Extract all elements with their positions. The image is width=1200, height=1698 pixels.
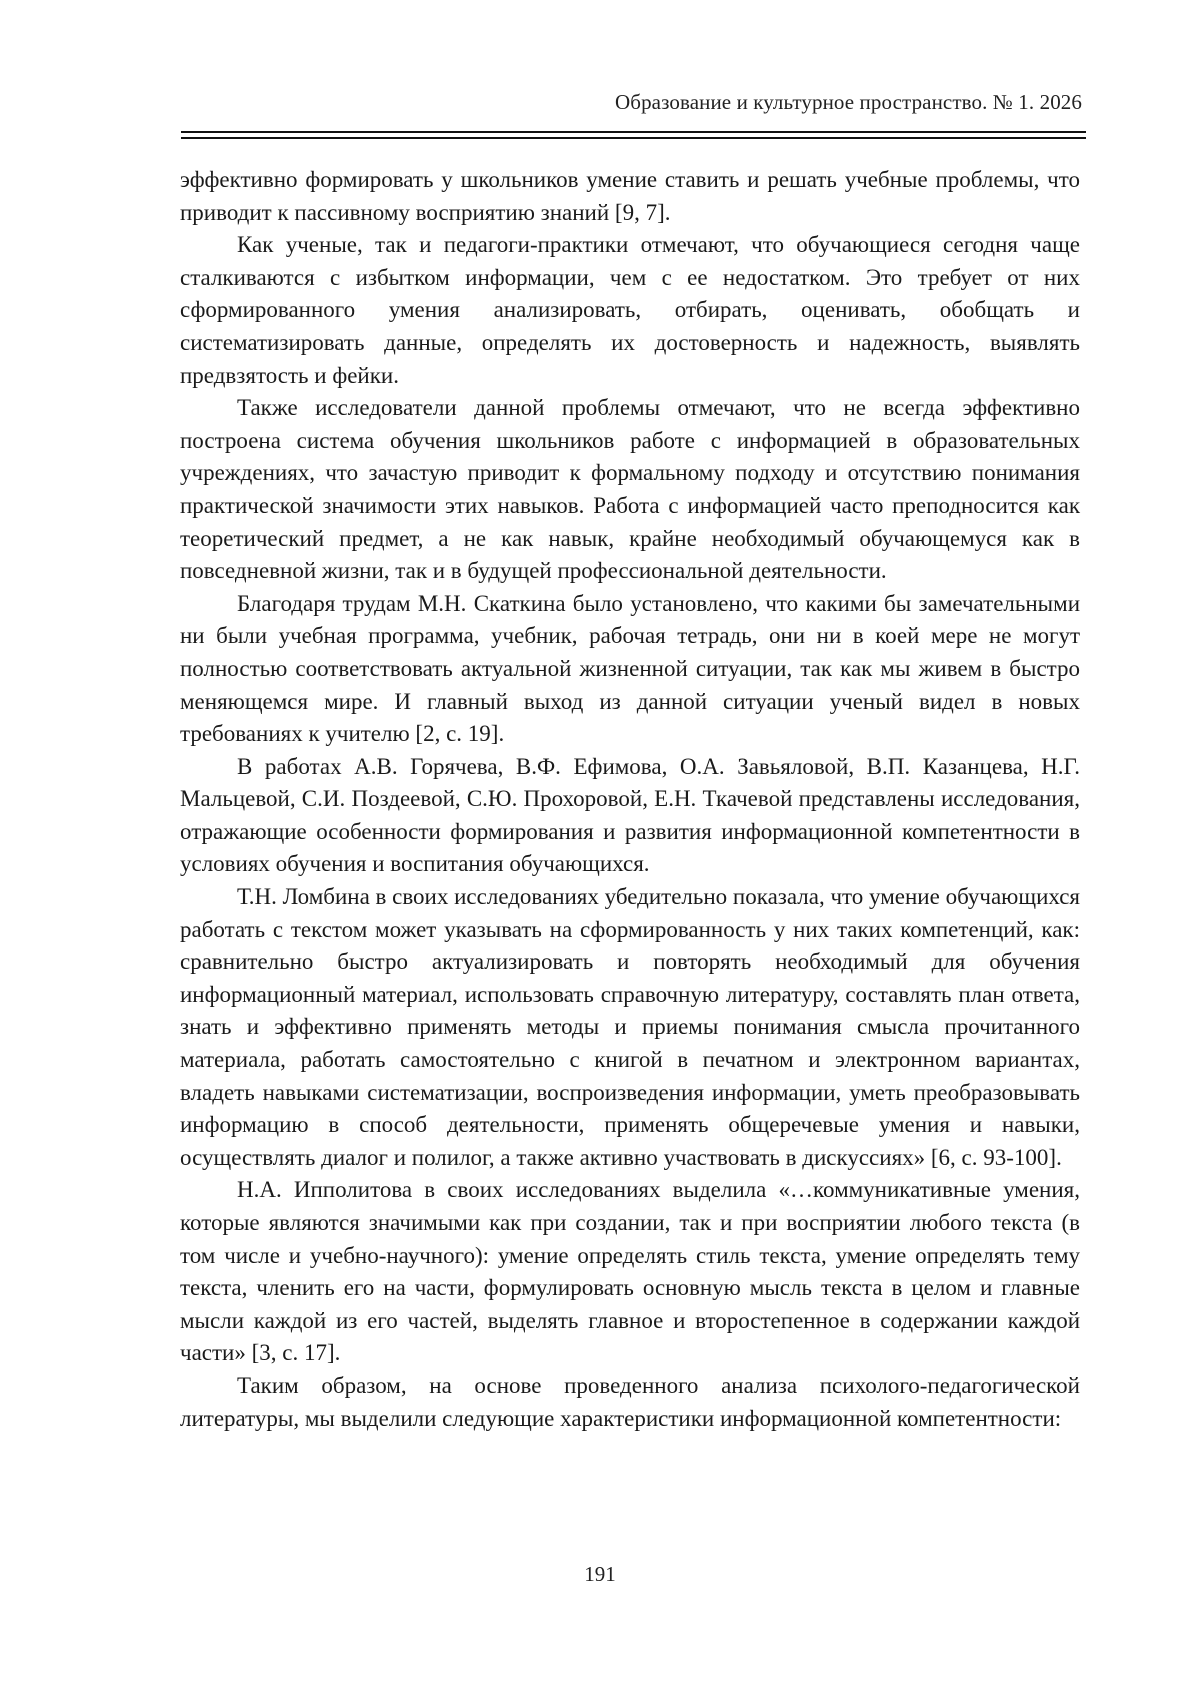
paragraph-continuation: эффективно формировать у школьников умение ставить и решать учебные проблемы, что приводит к пассивному восприятию знаний [9, 7]. xyxy=(180,167,1080,225)
paragraph: Т.Н. Ломбина в своих исследованиях убедительно показала, что умение обучающихся работать с текстом может указывать на сформированность у них таких компетенций, как: сравнительно быстро актуализировать и повторять необходимый для обучения информационный материал, использовать справочную литературу, составлять план ответа, знать и эффективно применять методы и приемы понимания смысла прочитанного материала, работать самостоятельно с книгой в печатном и электронном вариантах, владеть навыками систематизации, воспроизведения информации, уметь преобразовывать информацию в способ деятельности, применять общеречевые умения и навыки, осуществлять диалог и полилог, а также активно участвовать в дискуссиях» [6, с. 93-100]. xyxy=(180,884,1080,1170)
page-number: 191 xyxy=(584,1562,616,1586)
paragraph: Н.А. Ипполитова в своих исследованиях выделила «…коммуникативные умения, которые являются значимыми как при создании, так и при восприятии любого текста (в том числе и учебно-научного): умение определять стиль текста, умение определять тему текста, членить его на части, формулировать основную мысль текста в целом и главные мысли каждой из его частей, выделять главное и второстепенное в содержании каждой части» [3, с. 17]. xyxy=(180,1177,1080,1366)
running-header: Образование и культурное пространство. № 1. 2026 xyxy=(615,90,1082,114)
paragraph: Как ученые, так и педагоги-практики отмечают, что обучающиеся сегодня чаще сталкиваются с избытком информации, чем с ее недостатком. Это требует от них сформированного умения анализировать, отбирать, оценивать, обобщать и систематизировать данные, определять их достоверность и надежность, выявлять предвзятость и фейки. xyxy=(180,232,1080,388)
paragraph: Также исследователи данной проблемы отмечают, что не всегда эффективно построена система обучения школьников работе с информацией в образовательных учреждениях, что зачастую приводит к формальному подходу и отсутствию понимания практической значимости этих навыков. Работа с информацией часто преподносится как теоретический предмет, а не как навык, крайне необходимый обучающемуся как в повседневной жизни, так и в будущей профессиональной деятельности. xyxy=(180,395,1080,584)
header-double-rule xyxy=(181,131,1086,139)
paragraph: В работах А.В. Горячева, В.Ф. Ефимова, О.А. Завьяловой, В.П. Казанцева, Н.Г. Мальцевой, С.И. Поздеевой, С.Ю. Прохоровой, Е.Н. Ткачевой представлены исследования, отражающие особенности формирования и развития информационной компетентности в условиях обучения и воспитания обучающихся. xyxy=(180,753,1080,877)
paragraph: Таким образом, на основе проведенного анализа психолого-педагогической литературы, мы выделили следующие характеристики информационной компетентности: xyxy=(180,1372,1080,1431)
article-body xyxy=(180,164,1080,1435)
paragraph: Благодаря трудам М.Н. Скаткина было установлено, что какими бы замечательными ни были учебная программа, учебник, рабочая тетрадь, они ни в коей мере не могут полностью соответствовать актуальной жизненной ситуации, так как мы живем в быстро меняющемся мире. И главный выход из данной ситуации ученый видел в новых требованиях к учителю [2, с. 19]. xyxy=(180,590,1080,747)
